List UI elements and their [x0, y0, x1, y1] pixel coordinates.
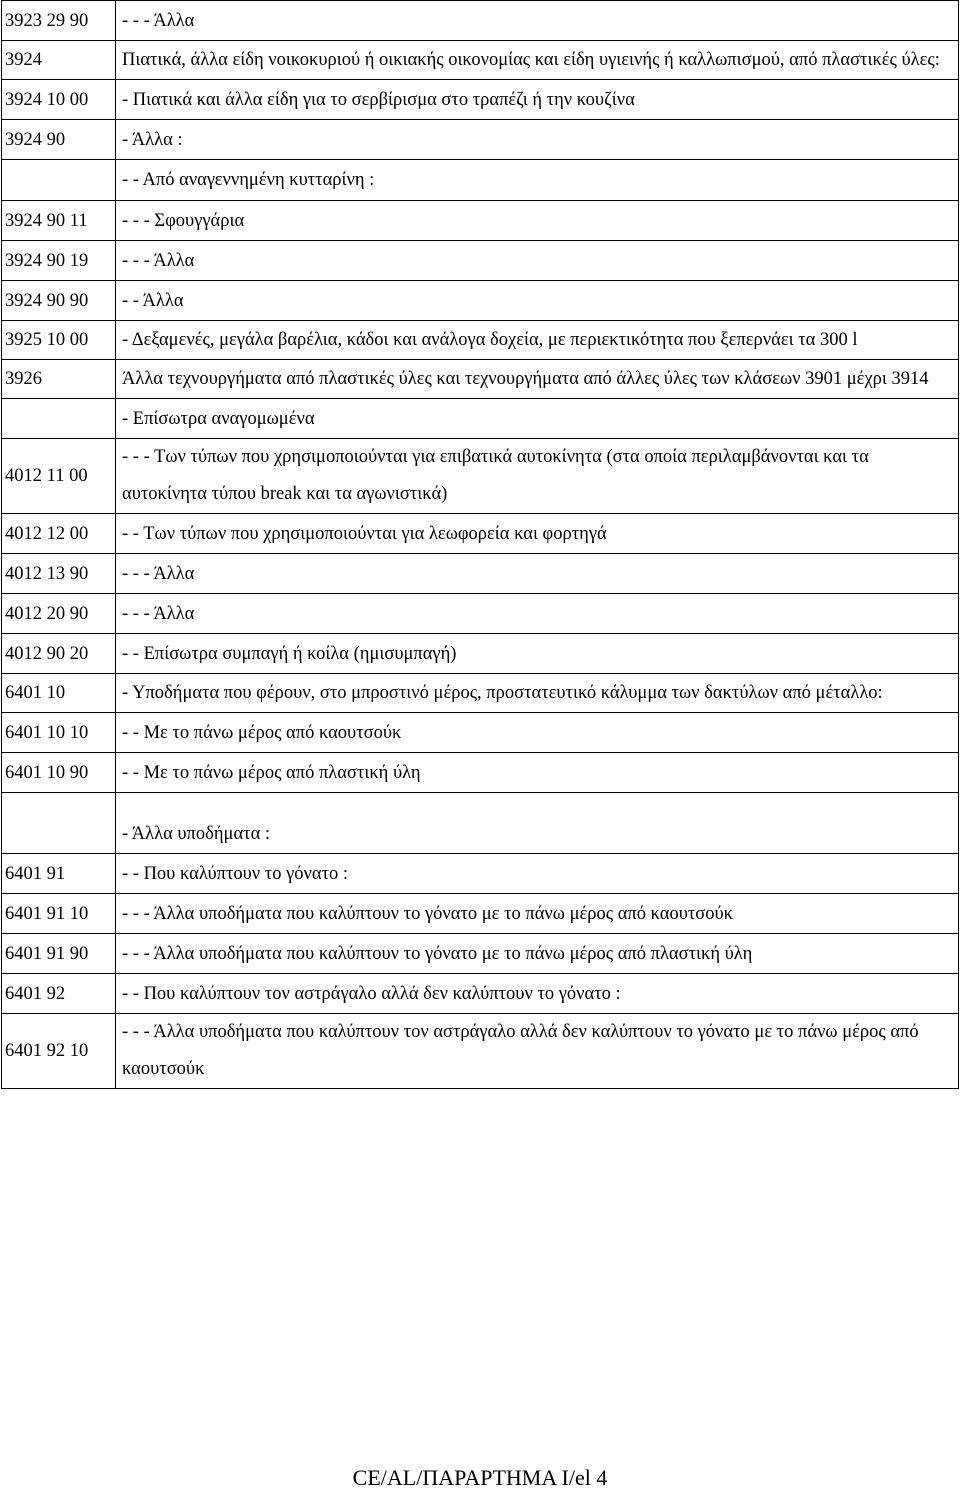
table-row: [2, 594, 959, 634]
tariff-code: [2, 793, 116, 854]
tariff-code: 3924 10 00: [2, 80, 116, 120]
tariff-description: - - - Άλλα: [116, 554, 959, 594]
tariff-code: 3923 29 90: [2, 1, 116, 41]
tariff-code: 3924: [2, 41, 116, 80]
tariff-description: - Άλλα υποδήματα :: [116, 793, 959, 854]
table-row: [2, 753, 959, 793]
tariff-code: 4012 11 00: [2, 439, 116, 514]
tariff-description: - - - Άλλα: [116, 594, 959, 634]
table-row: [2, 634, 959, 674]
table-row: [2, 1, 959, 41]
tariff-description: - Πιατικά και άλλα είδη για το σερβίρισμα στο τραπέζι ή την κουζίνα: [116, 80, 959, 120]
tariff-description: - - - Άλλα: [116, 241, 959, 281]
tariff-code: 4012 20 90: [2, 594, 116, 634]
tariff-description: - - Επίσωτρα συμπαγή ή κοίλα (ημισυμπαγή): [116, 634, 959, 674]
tariff-code: 6401 91 10: [2, 894, 116, 934]
tariff-description: - - - Άλλα υποδήματα που καλύπτουν το γόνατο με το πάνω μέρος από καουτσούκ: [116, 894, 959, 934]
table-row: [2, 554, 959, 594]
table-row: [2, 321, 959, 360]
tariff-description: - - Που καλύπτουν τον αστράγαλο αλλά δεν καλύπτουν το γόνατο :: [116, 974, 959, 1014]
table-row: [2, 41, 959, 80]
table-row: [2, 201, 959, 241]
tariff-code: 6401 91: [2, 854, 116, 894]
tariff-code: 4012 12 00: [2, 514, 116, 554]
tariff-description: - - Με το πάνω μέρος από πλαστική ύλη: [116, 753, 959, 793]
table-row: [2, 514, 959, 554]
table-row: [2, 360, 959, 399]
tariff-description: - - - Άλλα υποδήματα που καλύπτουν τον αστράγαλο αλλά δεν καλύπτουν το γόνατο με το πάνω μέρος από καουτσούκ: [116, 1014, 959, 1089]
table-row: [2, 80, 959, 120]
table-row: [2, 934, 959, 974]
table-row: [2, 1014, 959, 1089]
tariff-code: 6401 91 90: [2, 934, 116, 974]
tariff-description: - - Με το πάνω μέρος από καουτσούκ: [116, 713, 959, 753]
tariff-description: - - - Άλλα: [116, 1, 959, 41]
tariff-code: 6401 10 10: [2, 713, 116, 753]
table-row: [2, 439, 959, 514]
table-row: [2, 399, 959, 439]
tariff-description: - - Που καλύπτουν το γόνατο :: [116, 854, 959, 894]
tariff-code: 3924 90 19: [2, 241, 116, 281]
tariff-description: - - - Των τύπων που χρησιμοποιούνται για επιβατικά αυτοκίνητα (στα οποία περιλαμβάνονται και τα αυτοκίνητα τύπου break και τα αγωνιστικά): [116, 439, 959, 514]
tariff-code: [2, 399, 116, 439]
tariff-code: 3925 10 00: [2, 321, 116, 360]
tariff-description: - - - Άλλα υποδήματα που καλύπτουν το γόνατο με το πάνω μέρος από πλαστική ύλη: [116, 934, 959, 974]
tariff-description: - Άλλα :: [116, 120, 959, 160]
tariff-code: 4012 13 90: [2, 554, 116, 594]
tariff-code: 6401 92 10: [2, 1014, 116, 1089]
page-footer: CE/AL/ΠΑΡΑΡΤΗΜΑ I/el 4: [352, 1465, 608, 1490]
table-row: [2, 974, 959, 1014]
tariff-description: - - Από αναγεννημένη κυτταρίνη :: [116, 160, 959, 201]
table-row: [2, 674, 959, 713]
tariff-code: 6401 10: [2, 674, 116, 713]
tariff-table: [1, 0, 959, 1089]
tariff-code: [2, 160, 116, 201]
tariff-code: 4012 90 20: [2, 634, 116, 674]
tariff-description: - Δεξαμενές, μεγάλα βαρέλια, κάδοι και ανάλογα δοχεία, με περιεκτικότητα που ξεπερνάει τα 300 l: [116, 321, 959, 360]
table-row: [2, 713, 959, 753]
tariff-code: 6401 92: [2, 974, 116, 1014]
tariff-description: - Επίσωτρα αναγομωμένα: [116, 399, 959, 439]
table-row: [2, 120, 959, 160]
tariff-code: 3926: [2, 360, 116, 399]
table-row: [2, 241, 959, 281]
tariff-code: 3924 90 90: [2, 281, 116, 321]
tariff-description: Πιατικά, άλλα είδη νοικοκυριού ή οικιακής οικονομίας και είδη υγιεινής ή καλλωπισμού, από πλαστικές ύλες:: [116, 41, 959, 80]
tariff-description: - - Άλλα: [116, 281, 959, 321]
table-row: [2, 894, 959, 934]
tariff-description: - - - Σφουγγάρια: [116, 201, 959, 241]
tariff-description: - - Των τύπων που χρησιμοποιούνται για λεωφορεία και φορτηγά: [116, 514, 959, 554]
table-row: [2, 160, 959, 201]
table-row: [2, 854, 959, 894]
tariff-code: 6401 10 90: [2, 753, 116, 793]
tariff-code: 3924 90: [2, 120, 116, 160]
tariff-description: Άλλα τεχνουργήματα από πλαστικές ύλες και τεχνουργήματα από άλλες ύλες των κλάσεων 3901 μέχρι 3914: [116, 360, 959, 399]
table-row: [2, 281, 959, 321]
table-row: [2, 793, 959, 854]
tariff-description: - Υποδήματα που φέρουν, στο μπροστινό μέρος, προστατευτικό κάλυμμα των δακτύλων από μέταλλο:: [116, 674, 959, 713]
tariff-code: 3924 90 11: [2, 201, 116, 241]
